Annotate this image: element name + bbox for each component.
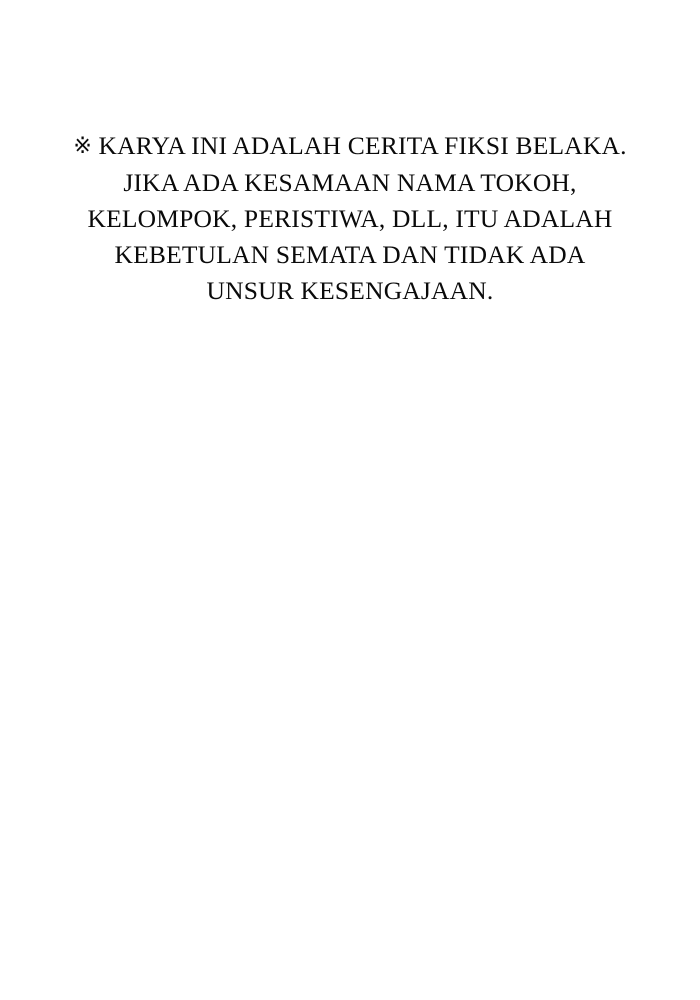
disclaimer-line-3: KELOMPOK, PERISTIWA, DLL, ITU ADALAH [87,204,613,233]
disclaimer-line-5: UNSUR KESENGAJAAN. [206,276,494,305]
reference-mark-icon: ※ [73,134,92,159]
fiction-disclaimer [0,128,700,309]
disclaimer-line-1 [40,128,660,165]
disclaimer-line-2: JIKA ADA KESAMAAN NAMA TOKOH, [123,168,577,197]
disclaimer-line-4: KEBETULAN SEMATA DAN TIDAK ADA [114,240,586,269]
disclaimer-text-1: KARYA INI ADALAH CERITA FIKSI BELAKA. [98,131,627,160]
